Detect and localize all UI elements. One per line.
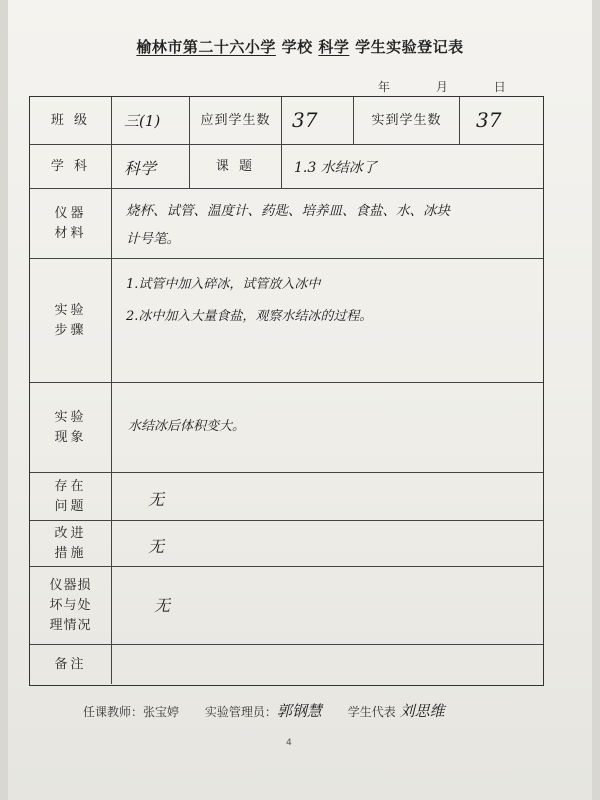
lesson-value-cell	[282, 145, 543, 188]
equipment-value-line-2: 计号笔。	[126, 231, 180, 247]
form-row-remarks	[30, 645, 543, 684]
damage-label	[30, 567, 112, 644]
class-value-cell	[112, 97, 190, 144]
class-label: 班 级	[30, 97, 112, 144]
date-year-label: 年	[378, 80, 391, 94]
improvements-value: 无	[148, 537, 165, 556]
damage-label-line-3: 理情况	[49, 617, 92, 633]
actual-students-label: 实到学生数	[354, 97, 460, 144]
improvements-label-line-2: 措施	[54, 545, 87, 561]
problems-value: 无	[148, 490, 165, 509]
date-row	[378, 78, 548, 95]
lesson-value: 1.3 水结冰了	[294, 160, 377, 176]
page-title	[8, 36, 592, 57]
remarks-label: 备注	[30, 645, 112, 684]
steps-label	[30, 259, 112, 382]
phenomenon-label	[30, 383, 112, 472]
improvements-label-line-1: 改进	[54, 525, 87, 541]
phenomenon-value: 水结冰后体积变大。	[128, 419, 246, 434]
steps-label-line-1: 实验	[54, 302, 87, 318]
problems-label	[30, 473, 112, 520]
form-row-class	[30, 97, 543, 145]
date-day-label: 日	[493, 80, 506, 94]
steps-value-line-1: 1.试管中加入碎冰，试管放入冰中	[126, 277, 321, 292]
form-row-phenomenon	[30, 383, 543, 473]
form-row-damage	[30, 567, 543, 645]
manager-signature	[205, 700, 322, 721]
date-month-label: 月	[435, 80, 448, 94]
actual-students-value: 37	[476, 108, 502, 132]
problems-label-line-2: 问题	[54, 498, 87, 514]
improvements-value-cell	[112, 521, 543, 566]
steps-value-cell	[112, 259, 543, 382]
expected-students-label: 应到学生数	[190, 97, 282, 144]
subject-value-cell	[112, 145, 190, 188]
steps-label-line-2: 步骤	[54, 322, 87, 338]
student-signature-text: 刘思维	[399, 702, 445, 720]
subject-value: 科学	[124, 159, 157, 178]
form-row-subject	[30, 145, 543, 189]
title-suffix: 学生实验登记表	[349, 38, 464, 56]
page-number: 4	[286, 738, 292, 748]
subject-label: 学 科	[30, 145, 112, 188]
registration-form	[29, 96, 544, 686]
document-sheet	[8, 0, 592, 800]
equipment-label-line-2: 材料	[54, 225, 87, 241]
manager-label: 实验管理员：	[204, 705, 277, 719]
manager-signature-text: 郭钢慧	[276, 702, 322, 720]
remarks-value-cell	[112, 645, 543, 684]
form-row-equipment	[30, 189, 543, 259]
student-label: 学生代表	[347, 705, 396, 719]
actual-students-cell	[460, 97, 543, 144]
equipment-value-cell	[112, 189, 543, 258]
form-row-problems	[30, 473, 543, 521]
equipment-label-line-1: 仪器	[54, 205, 87, 221]
form-row-steps	[30, 259, 543, 383]
title-school-name: 榆林市第二十六小学	[136, 38, 276, 56]
phenomenon-value-cell	[112, 383, 543, 472]
teacher-signature	[83, 703, 179, 720]
damage-label-line-2: 坏与处	[49, 597, 92, 613]
steps-value-line-2: 2.冰中加入大量食盐，观察水结冰的过程。	[126, 309, 373, 324]
equipment-value-line-1: 烧杯、试管、温度计、药匙、培养皿、食盐、水、冰块	[126, 203, 450, 219]
lesson-label: 课 题	[190, 145, 282, 188]
title-subject: 科学	[318, 38, 350, 56]
teacher-label: 任课教师：	[83, 705, 144, 719]
damage-value: 无	[154, 596, 171, 615]
form-row-improvements	[30, 521, 543, 567]
expected-students-value: 37	[292, 108, 318, 132]
phenomenon-label-line-2: 现象	[54, 429, 87, 445]
expected-students-cell	[282, 97, 354, 144]
problems-label-line-1: 存在	[54, 478, 87, 494]
damage-label-line-1: 仪器损	[49, 577, 92, 593]
teacher-name: 张宝婷	[143, 705, 180, 719]
problems-value-cell	[112, 473, 543, 520]
student-representative	[348, 700, 445, 721]
phenomenon-label-line-1: 实验	[54, 409, 87, 425]
class-value: 三(1)	[124, 112, 161, 130]
damage-value-cell	[112, 567, 543, 644]
signature-line	[83, 700, 467, 721]
equipment-label	[30, 189, 112, 258]
title-school-suffix: 学校	[275, 38, 313, 56]
improvements-label	[30, 521, 112, 566]
